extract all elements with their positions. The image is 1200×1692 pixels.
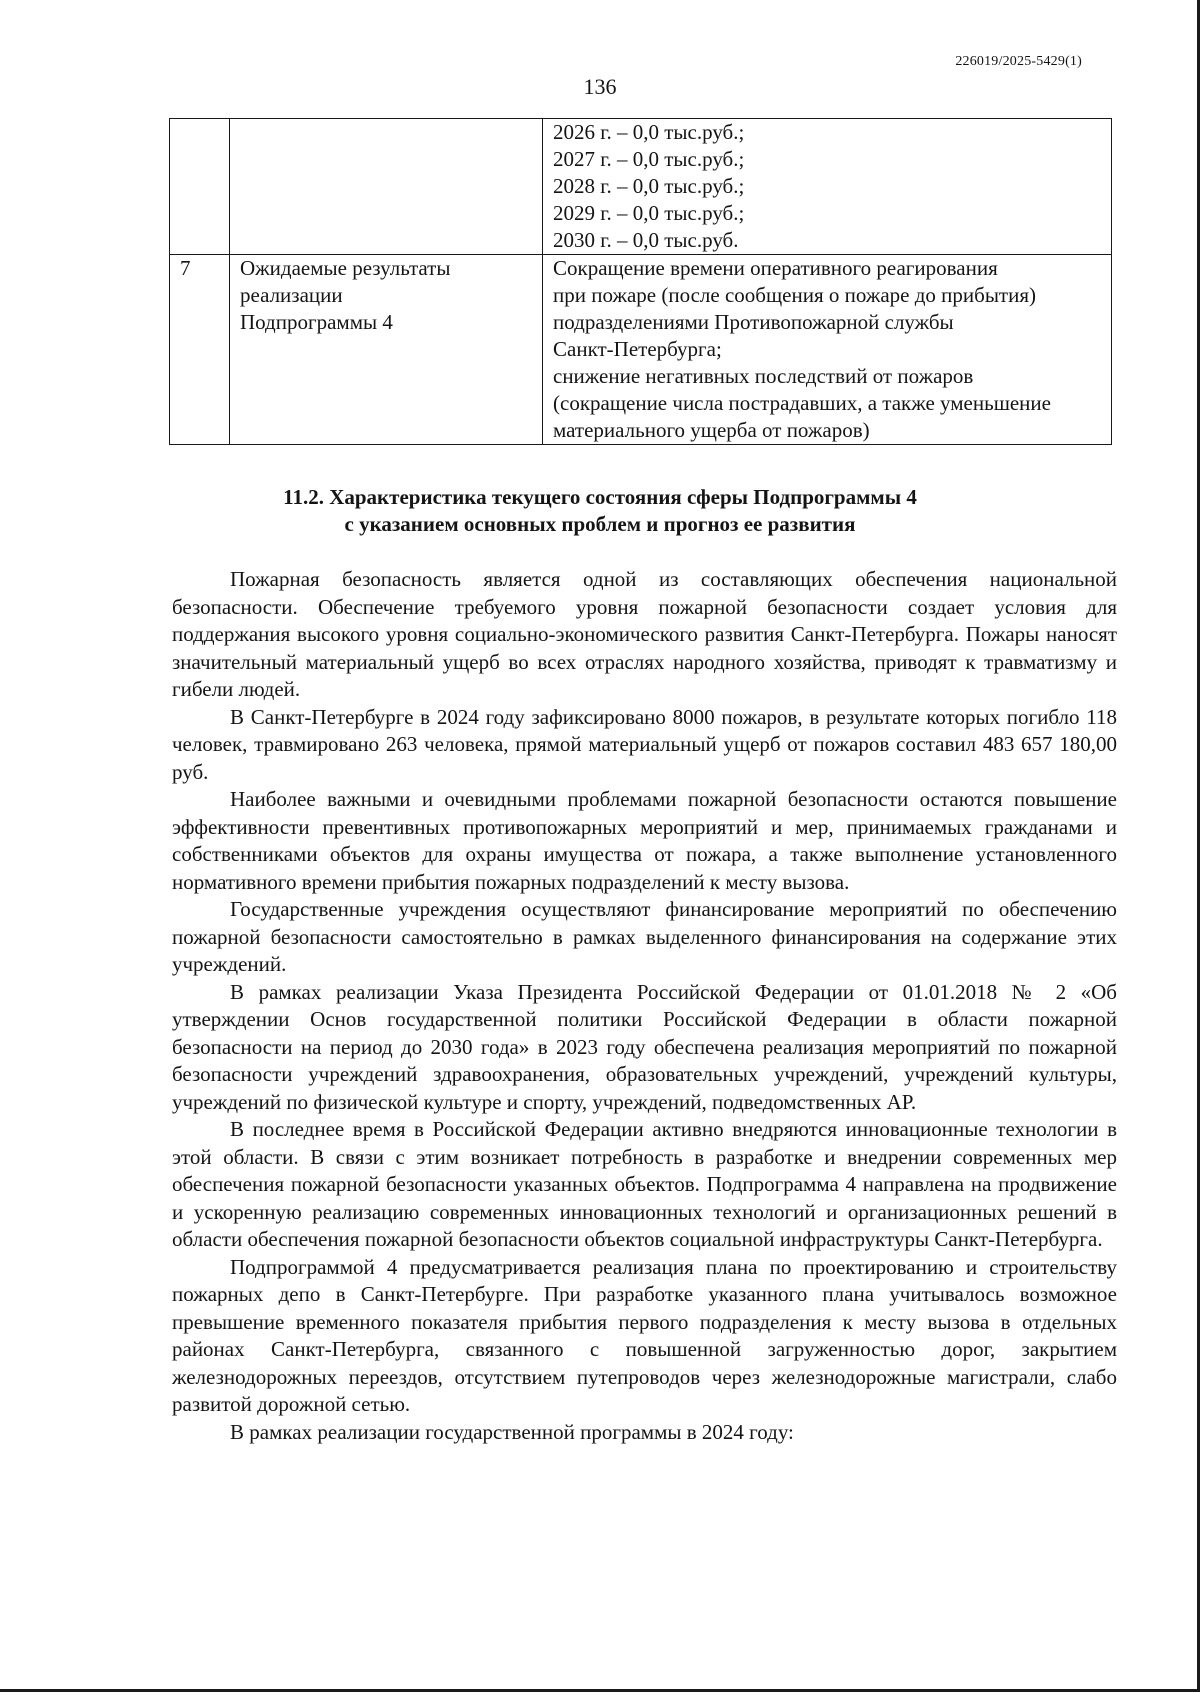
result-line: (сокращение числа пострадавших, а также уменьшение — [553, 391, 1051, 415]
result-line: подразделениями Противопожарной службы — [553, 310, 954, 334]
funding-line: 2030 г. – 0,0 тыс.руб. — [553, 228, 739, 252]
result-line: при пожаре (после сообщения о пожаре до прибытия) — [553, 283, 1036, 307]
paragraph: Государственные учреждения осуществляют финансирование мероприятий по обеспечению пожарной безопасности самостоятельно в рамках выделенного финансирования на содержание этих учреждений. — [172, 897, 1117, 976]
row-name-line: реализации — [240, 283, 343, 307]
funding-line: 2027 г. – 0,0 тыс.руб.; — [553, 147, 745, 171]
section-heading — [0, 484, 1200, 538]
document-id: 226019/2025-5429(1) — [955, 54, 1082, 69]
result-line: материального ущерба от пожаров) — [553, 418, 870, 442]
row-number-cell — [170, 119, 230, 255]
result-line: снижение негативных последствий от пожаров — [553, 364, 974, 388]
funding-line: 2029 г. – 0,0 тыс.руб.; — [553, 201, 745, 225]
row-value-cell — [543, 119, 1112, 255]
program-passport-table — [169, 118, 1112, 445]
page-number: 136 — [583, 74, 617, 99]
row-name-cell — [230, 255, 543, 445]
row-value-cell — [543, 255, 1112, 445]
paragraph: В последнее время в Российской Федерации активно внедряются инновационные технологии в этой области. В связи с этим возникает потребность в разработке и внедрении современных мер обеспечения пожарной безопасности указанных объектов. Подпрограмма 4 направлена на продвижение и ускоренную реализацию современных инновационных технологий и организационных решений в области обеспечения пожарной безопасности объектов социальной инфраструктуры Санкт-Петербурга. — [172, 1117, 1117, 1251]
paragraph: В рамках реализации государственной программы в 2024 году: — [230, 1419, 794, 1444]
result-line: Санкт-Петербурга; — [553, 337, 722, 361]
section-heading-line: 11.2. Характеристика текущего состояния сферы Подпрограммы 4 — [283, 485, 917, 509]
paragraph: В рамках реализации Указа Президента Российской Федерации от 01.01.2018 № 2 «Об утверждении Основ государственной политики Российской Федерации в области пожарной безопасности на период до 2030 года» в 2023 году обеспечена реализация мероприятий по пожарной безопасности учреждений здравоохранения, образовательных учреждений, учреждений культуры, учреждений по физической культуре и спорту, учреждений, подведомственных АР. — [172, 979, 1117, 1114]
result-line: Сокращение времени оперативного реагирования — [553, 256, 998, 280]
paragraph: Наиболее важными и очевидными проблемами пожарной безопасности остаются повышение эффективности превентивных противопожарных мероприятий и мер, принимаемых гражданами и собственниками объектов для охраны имущества от пожара, а также выполнение установленного нормативного времени прибытия пожарных подразделений к месту вызова. — [172, 787, 1117, 894]
funding-line: 2028 г. – 0,0 тыс.руб.; — [553, 174, 745, 198]
paragraph: Пожарная безопасность является одной из составляющих обеспечения национальной безопасности. Обеспечение требуемого уровня пожарной безопасности создает условия для поддержания высокого уровня социально-экономического развития Санкт-Петербурга. Пожары наносят значительный материальный ущерб во всех отраслях народного хозяйства, приводят к травматизму и гибели людей. — [172, 567, 1117, 701]
funding-line: 2026 г. – 0,0 тыс.руб.; — [553, 120, 745, 144]
table-row — [170, 119, 1112, 255]
row-name-line: Ожидаемые результаты — [240, 256, 451, 280]
row-name-cell — [230, 119, 543, 255]
paragraph: В Санкт-Петербурге в 2024 году зафиксировано 8000 пожаров, в результате которых погибло 118 человек, травмировано 263 человека, прямой материальный ущерб от пожаров составил 483 657 180,00 руб. — [172, 704, 1117, 784]
paragraph: Подпрограммой 4 предусматривается реализация плана по проектированию и строительству пожарных депо в Санкт-Петербурге. При разработке указанного плана учитывалось возможное превышение временного показателя прибытия первого подразделения к месту вызова в отдельных районах Санкт-Петербурга, связанного с повышенной загруженностью дорог, закрытием железнодорожных переездов, отсутствием путепроводов через железнодорожные магистрали, слабо развитой дорожной сетью. — [172, 1254, 1117, 1416]
row-number-cell: 7 — [170, 255, 230, 445]
section-heading-line: с указанием основных проблем и прогноз ее развития — [344, 512, 856, 536]
section-body — [172, 566, 1117, 1446]
table-row — [170, 255, 1112, 445]
row-name-line: Подпрограммы 4 — [240, 310, 393, 334]
